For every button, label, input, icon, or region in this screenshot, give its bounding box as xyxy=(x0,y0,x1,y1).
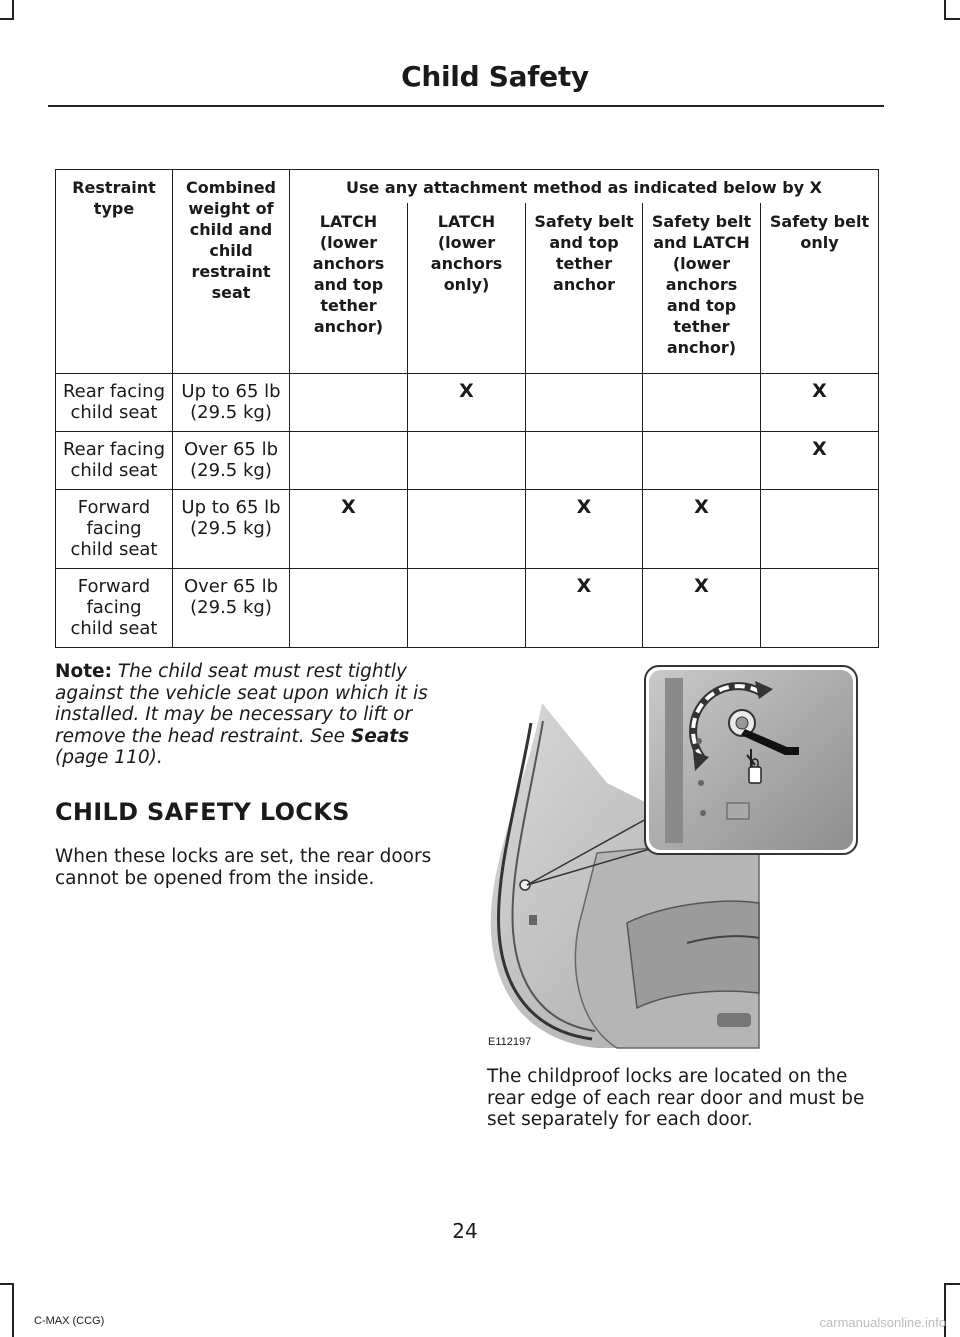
crop-mark xyxy=(0,1283,14,1285)
header-method-latch-lower: LATCH (lower anchors only) xyxy=(408,203,526,374)
watermark: carmanualsonline.info xyxy=(819,1315,946,1330)
crop-mark xyxy=(0,18,14,20)
crop-mark xyxy=(946,18,960,20)
table-row xyxy=(56,569,879,648)
cell-mark xyxy=(761,490,879,569)
header-combined-weight: Combined weight of child and child restraint seat xyxy=(173,170,290,374)
cell-restraint-type: Forward facing child seat xyxy=(56,490,173,569)
cell-mark: X xyxy=(643,490,761,569)
header-method-latch-full: LATCH (lower anchors and top tether anchor) xyxy=(290,203,408,374)
cell-mark xyxy=(761,569,879,648)
cell-weight: Up to 65 lb (29.5 kg) xyxy=(173,374,290,432)
cell-mark xyxy=(408,569,526,648)
note-paragraph xyxy=(55,661,450,769)
cell-mark: X xyxy=(761,432,879,490)
page-number: 24 xyxy=(452,1219,478,1243)
cell-mark xyxy=(643,374,761,432)
cell-weight: Over 65 lb (29.5 kg) xyxy=(173,569,290,648)
cell-restraint-type: Rear facing child seat xyxy=(56,374,173,432)
seats-link[interactable]: Seats xyxy=(350,725,410,747)
cell-mark xyxy=(408,490,526,569)
cell-weight: Up to 65 lb (29.5 kg) xyxy=(173,490,290,569)
attachment-method-table xyxy=(55,169,879,648)
note-page-ref: (page 110). xyxy=(55,747,163,768)
crop-mark xyxy=(944,0,946,20)
header-attachment-methods: Use any attachment method as indicated below by X xyxy=(290,170,879,204)
cell-mark xyxy=(290,569,408,648)
cell-mark xyxy=(526,432,643,490)
table-row xyxy=(56,374,879,432)
cell-mark: X xyxy=(526,569,643,648)
figure-caption: The childproof locks are located on the rear edge of each rear door and must be set separately for each door. xyxy=(487,1066,865,1130)
header-method-belt-tether: Safety belt and top tether anchor xyxy=(526,203,643,374)
cell-mark xyxy=(643,432,761,490)
header-method-belt-latch: Safety belt and LATCH (lower anchors and top tether anchor) xyxy=(643,203,761,374)
cell-mark xyxy=(290,432,408,490)
cell-restraint-type: Rear facing child seat xyxy=(56,432,173,490)
footer-model: C-MAX (CCG) xyxy=(34,1315,105,1327)
figure-code: E112197 xyxy=(488,1036,532,1048)
note-label: Note: xyxy=(55,661,112,682)
cell-mark: X xyxy=(408,374,526,432)
cell-mark xyxy=(408,432,526,490)
header-method-belt-only: Safety belt only xyxy=(761,203,879,374)
page-title: Child Safety xyxy=(401,60,589,93)
crop-mark xyxy=(12,1283,14,1337)
cell-mark xyxy=(526,374,643,432)
cell-mark: X xyxy=(761,374,879,432)
cell-restraint-type: Forward facing child seat xyxy=(56,569,173,648)
note-text: The child seat must rest tightly against the vehicle seat upon which it is installed. It may be necessary to lift or remove the head restraint. See xyxy=(55,661,428,747)
cell-mark: X xyxy=(643,569,761,648)
header-rule xyxy=(48,105,884,107)
table-row xyxy=(56,490,879,569)
crop-mark xyxy=(12,0,14,20)
section-body: When these locks are set, the rear doors cannot be opened from the inside. xyxy=(55,846,432,889)
cell-weight: Over 65 lb (29.5 kg) xyxy=(173,432,290,490)
section-heading: CHILD SAFETY LOCKS xyxy=(55,798,350,826)
header-restraint-type: Restraint type xyxy=(56,170,173,374)
child-lock-illustration xyxy=(487,663,863,1053)
table-row xyxy=(56,432,879,490)
cell-mark xyxy=(290,374,408,432)
crop-mark xyxy=(946,1283,960,1285)
cell-mark: X xyxy=(290,490,408,569)
cell-mark: X xyxy=(526,490,643,569)
